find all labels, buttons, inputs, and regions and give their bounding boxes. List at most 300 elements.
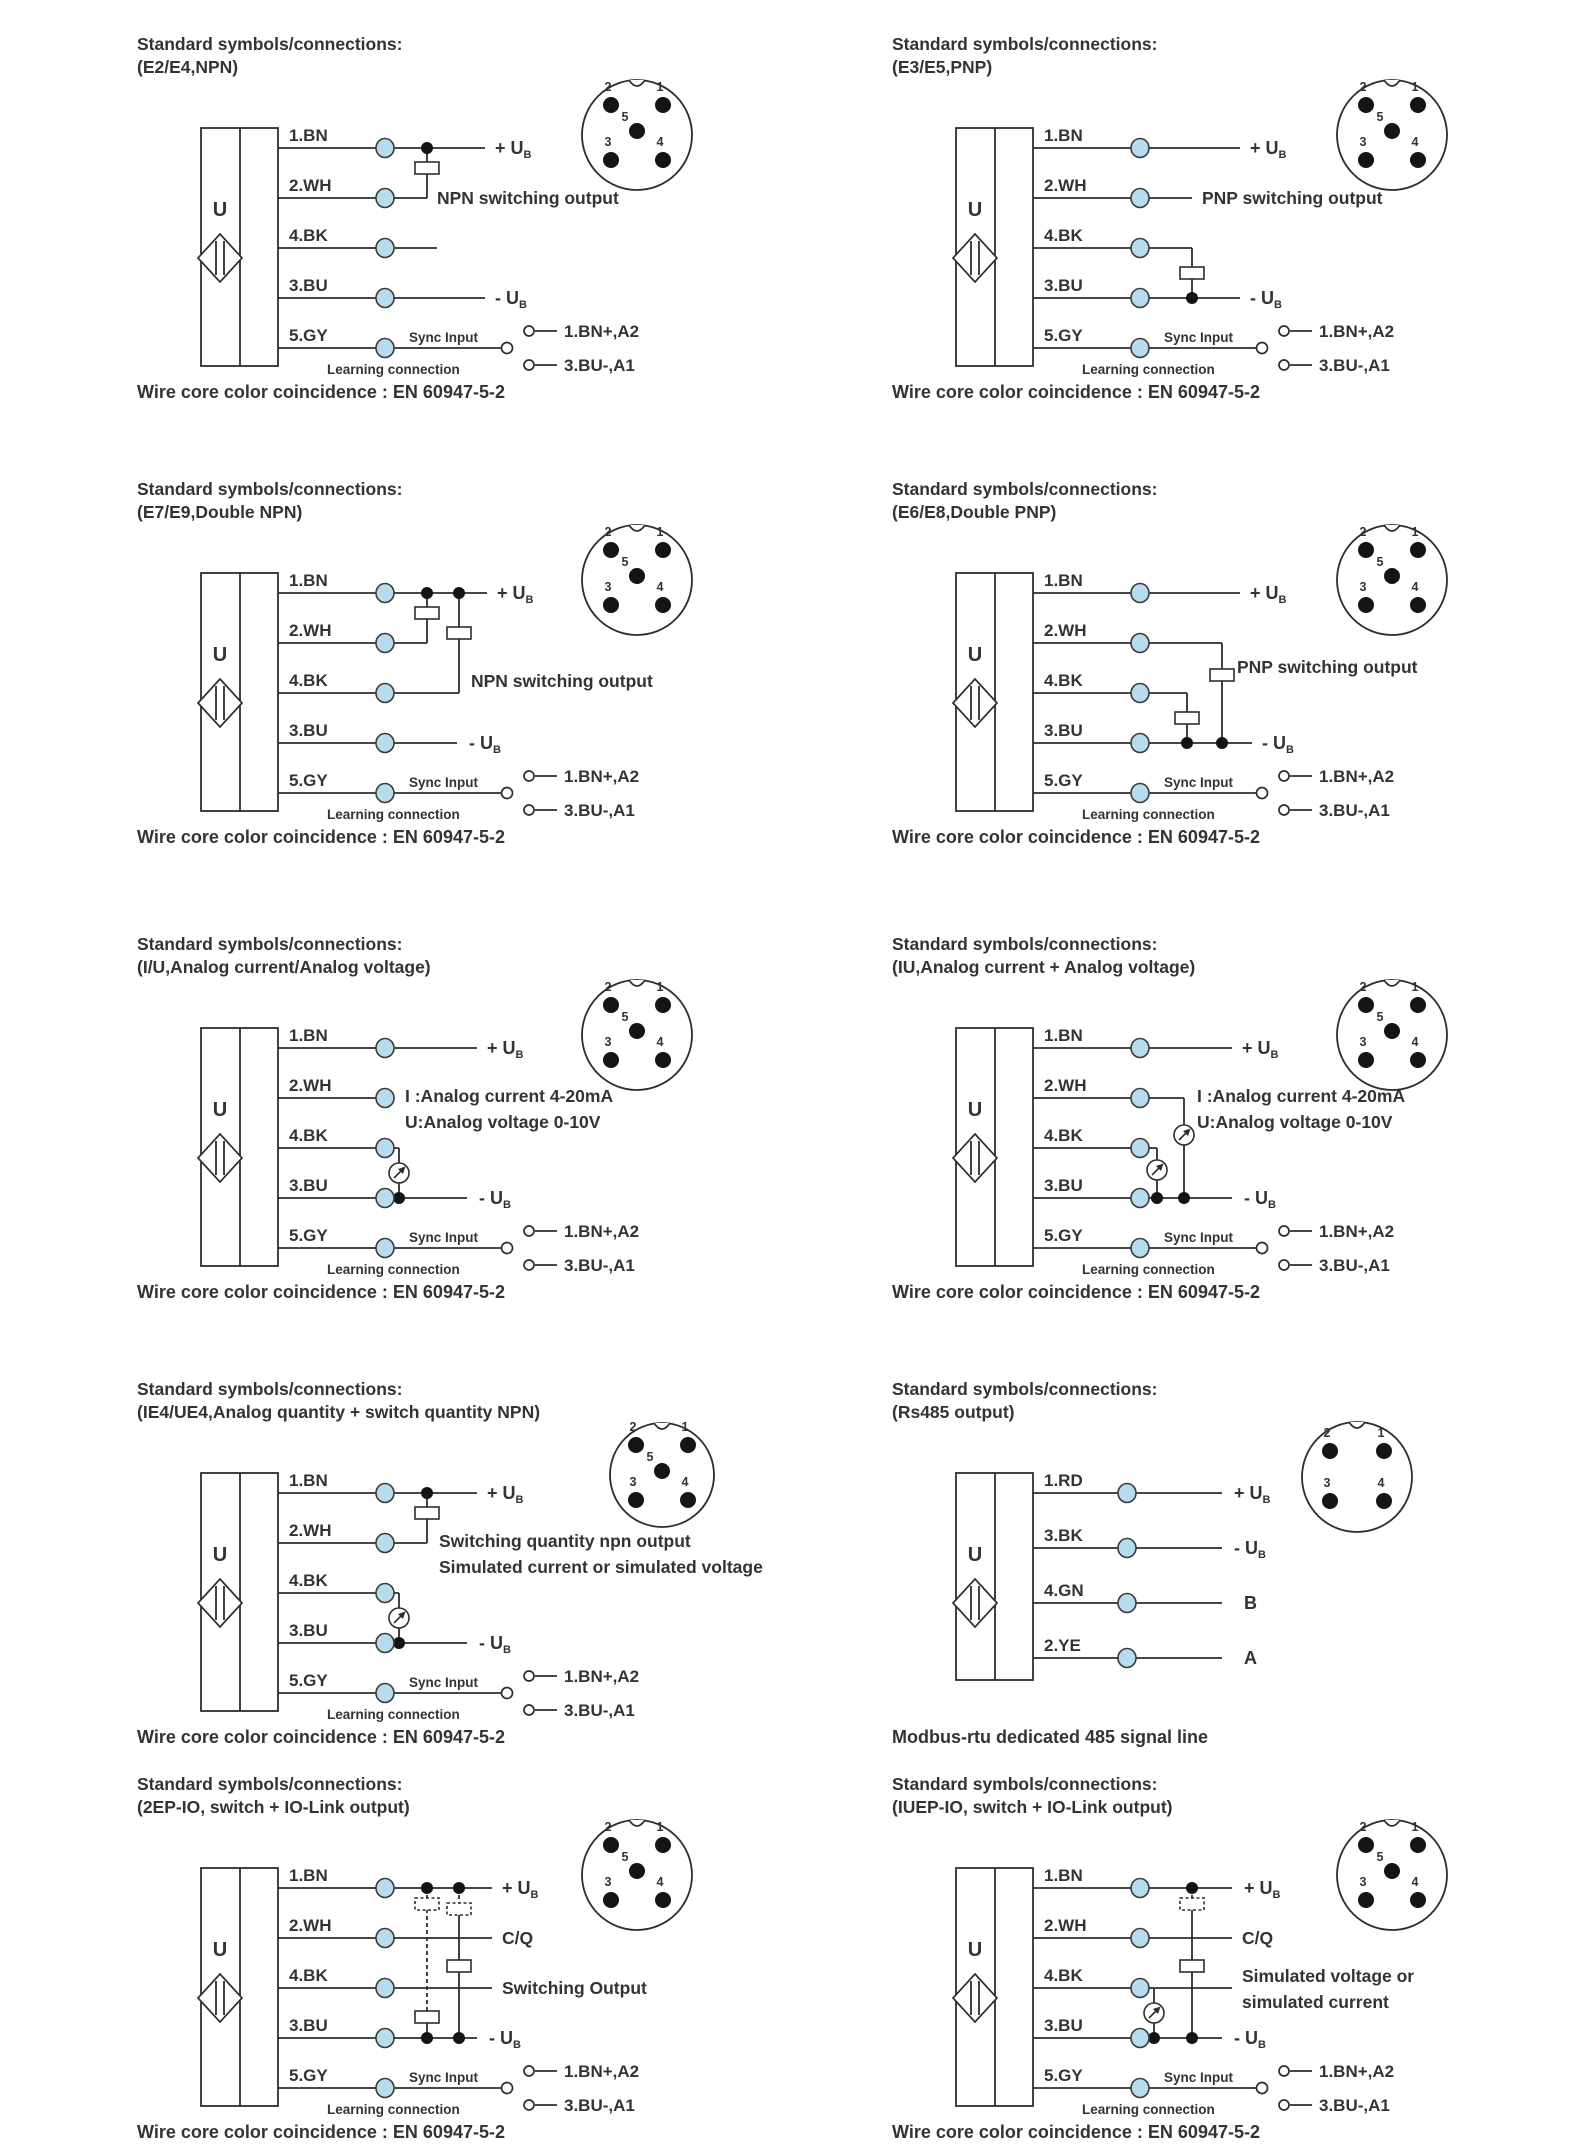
plus-ub-label: + $U_B$ — [495, 138, 532, 161]
connector-pin — [603, 542, 619, 558]
connector-pin — [1358, 1892, 1374, 1908]
wire-label: 5.GY — [1044, 2066, 1083, 2085]
panel-rs485 — [892, 1375, 1587, 1805]
panel-footer: Wire core color coincidence : EN 60947-5-2 — [892, 2122, 1260, 2142]
connector-circle — [1302, 1422, 1412, 1532]
open-contact-circle — [524, 1260, 534, 1270]
connector-pin-number: 1 — [1377, 1426, 1385, 1440]
connector-pin-number: 1 — [1411, 525, 1419, 539]
junction-dot — [1186, 292, 1198, 304]
wire-label: 5.GY — [289, 1226, 328, 1245]
terminal-circle — [1131, 1039, 1149, 1058]
wire-label: 4.BK — [1044, 226, 1083, 245]
connector-pin — [1410, 152, 1426, 168]
subscript: B — [525, 594, 534, 606]
wire-label: 4.BK — [1044, 1126, 1083, 1145]
output-label: PNP switching output — [1237, 657, 1418, 677]
sensor-symbol-u: U — [212, 199, 228, 221]
open-contact-circle — [1279, 360, 1289, 370]
connector-pin-number: 3 — [1359, 580, 1367, 594]
connector-pin — [680, 1437, 696, 1453]
learning-connection-label: Learning connection — [1082, 1262, 1215, 1277]
connector-pin — [1410, 597, 1426, 613]
junction-dot — [1181, 737, 1193, 749]
supply-label: - $U_B$ — [1234, 1538, 1266, 1561]
connector-pin — [628, 1492, 644, 1508]
connector-pin — [603, 1052, 619, 1068]
output-label: NPN switching output — [437, 188, 619, 208]
connector-pin-number: 4 — [656, 135, 664, 149]
panel-e3e5-pnp — [892, 30, 1587, 460]
panel-title: Standard symbols/connections: — [892, 479, 1158, 499]
plus-ub-label: + $U_B$ — [1250, 138, 1287, 161]
sync-a2-label: 1.BN+,A2 — [1319, 2062, 1395, 2081]
terminal-circle — [376, 1879, 394, 1898]
wire-label: 4.BK — [289, 1966, 328, 1985]
wire-label: 5.GY — [289, 771, 328, 790]
output-label: U:Analog voltage 0-10V — [1197, 1112, 1393, 1132]
subscript: B — [530, 1889, 539, 1901]
sync-a2-label: 1.BN+,A2 — [1319, 767, 1395, 786]
sync-a2-label: 1.BN+,A2 — [564, 322, 640, 341]
subscript: B — [519, 299, 527, 311]
connector-pin — [1358, 1052, 1374, 1068]
connector-pin — [1376, 1493, 1392, 1509]
terminal-circle — [376, 339, 394, 358]
plus-ub-label: + $U_B$ — [1244, 1878, 1281, 1901]
junction-dot — [421, 2032, 433, 2044]
connector-pin-number: 4 — [656, 1035, 664, 1049]
resistor-dashed-icon — [1180, 1898, 1204, 1910]
connector-pin — [603, 1892, 619, 1908]
open-contact-circle — [1279, 2066, 1289, 2076]
sensor-symbol-u: U — [212, 1939, 228, 1961]
terminal-circle — [376, 734, 394, 753]
open-contact-circle — [524, 2100, 534, 2110]
wire-label: 3.BK — [1044, 1526, 1083, 1545]
open-contact-circle — [524, 771, 534, 781]
wire-label: 2.WH — [289, 621, 332, 640]
panel-subtitle: (IU,Analog current + Analog voltage) — [892, 957, 1196, 977]
sync-a2-label: 1.BN+,A2 — [564, 767, 640, 786]
subscript: B — [1270, 1049, 1279, 1061]
sync-input-label: Sync Input — [409, 1230, 479, 1245]
terminal-circle — [1131, 1879, 1149, 1898]
connector-pin — [655, 997, 671, 1013]
connector-pin — [655, 1837, 671, 1853]
connector-pin-number: 3 — [1323, 1476, 1331, 1490]
terminal-circle — [1131, 1189, 1149, 1208]
connector-pin-number: 3 — [1359, 135, 1367, 149]
subscript: B — [515, 1049, 524, 1061]
subscript: B — [523, 149, 532, 161]
connector-pin — [603, 97, 619, 113]
open-contact-circle — [502, 1243, 513, 1254]
connector-pin-number: 3 — [629, 1475, 637, 1489]
sync-input-label: Sync Input — [1164, 775, 1234, 790]
terminal-circle — [376, 1039, 394, 1058]
connector-pin — [1410, 997, 1426, 1013]
connector-pin — [680, 1492, 696, 1508]
open-contact-circle — [524, 805, 534, 815]
terminal-circle — [376, 189, 394, 208]
wire-label: 2.WH — [1044, 1076, 1087, 1095]
output-label: NPN switching output — [471, 671, 653, 691]
wire-label: 2.WH — [289, 1076, 332, 1095]
wire-label: 2.WH — [289, 1916, 332, 1935]
open-contact-circle — [502, 1688, 513, 1699]
wire-label: 5.GY — [289, 1671, 328, 1690]
supply-label: A — [1244, 1648, 1257, 1668]
connector-pin — [629, 123, 645, 139]
panel-title: Standard symbols/connections: — [137, 1774, 403, 1794]
connector-pin — [1322, 1443, 1338, 1459]
minus-ub-label: - $U_B$ — [489, 2028, 521, 2051]
open-contact-circle — [524, 2066, 534, 2076]
terminal-circle — [376, 1239, 394, 1258]
sync-a1-label: 3.BU-,A1 — [1319, 801, 1390, 820]
wiring-diagram — [892, 1770, 1587, 2154]
connector-pin — [1410, 1837, 1426, 1853]
wire-label: 1.BN — [289, 1866, 328, 1885]
wire-label: 1.BN — [1044, 1866, 1083, 1885]
terminal-circle — [376, 1484, 394, 1503]
panel-footer: Wire core color coincidence : EN 60947-5-2 — [892, 827, 1260, 847]
sync-a1-label: 3.BU-,A1 — [564, 2096, 635, 2115]
wire-label: 3.BU — [289, 1621, 328, 1640]
wire-label: 1.RD — [1044, 1471, 1083, 1490]
open-contact-circle — [502, 2083, 513, 2094]
connector-pin-number: 1 — [656, 525, 664, 539]
connector-pin-number: 2 — [1323, 1426, 1331, 1440]
open-contact-circle — [1279, 1226, 1289, 1236]
connector-pin — [629, 1023, 645, 1039]
terminal-circle — [376, 139, 394, 158]
wire-label: 2.WH — [1044, 1916, 1087, 1935]
resistor-icon — [415, 1507, 439, 1519]
terminal-circle — [1131, 289, 1149, 308]
output-label: I :Analog current 4-20mA — [1197, 1086, 1406, 1106]
subscript: B — [515, 1494, 524, 1506]
wire-label: 1.BN — [289, 126, 328, 145]
connector-pin-number: 4 — [1411, 1035, 1419, 1049]
wire-label: 3.BU — [1044, 1176, 1083, 1195]
panel-footer: Wire core color coincidence : EN 60947-5-2 — [137, 382, 505, 402]
sync-input-label: Sync Input — [409, 1675, 479, 1690]
junction-dot — [1186, 1882, 1198, 1894]
terminal-circle — [376, 1979, 394, 1998]
panel-footer: Modbus-rtu dedicated 485 signal line — [892, 1727, 1209, 1747]
resistor-icon — [415, 607, 439, 619]
resistor-dashed-icon — [447, 1903, 471, 1915]
minus-ub-label: - $U_B$ — [479, 1633, 511, 1656]
minus-ub-label: - $U_B$ — [1262, 733, 1294, 756]
resistor-icon — [1175, 712, 1199, 724]
output-label: C/Q — [1242, 1928, 1274, 1948]
connector-pin-number: 1 — [1411, 1820, 1419, 1834]
output-label: simulated current — [1242, 1992, 1389, 2012]
connector-pin — [603, 1837, 619, 1853]
subscript: B — [503, 1199, 511, 1211]
wire-label: 4.BK — [289, 1126, 328, 1145]
wire-label: 3.BU — [289, 276, 328, 295]
terminal-circle — [376, 2029, 394, 2048]
output-label: PNP switching output — [1202, 188, 1383, 208]
wire-label: 5.GY — [1044, 1226, 1083, 1245]
connector-pin-number: 4 — [1411, 135, 1419, 149]
panel-subtitle: (IE4/UE4,Analog quantity + switch quantity NPN) — [137, 1402, 541, 1422]
connector-pin-number: 2 — [629, 1420, 637, 1434]
wire-label: 2.WH — [1044, 176, 1087, 195]
connector-pin-number: 2 — [1359, 980, 1367, 994]
connector-pin-number: 2 — [604, 80, 612, 94]
connector-pin-number: 1 — [656, 1820, 664, 1834]
connector-pin-number: 5 — [1376, 1010, 1384, 1024]
learning-connection-label: Learning connection — [327, 362, 460, 377]
connector-pin-number: 2 — [1359, 525, 1367, 539]
connector-pin — [603, 997, 619, 1013]
resistor-icon — [1210, 669, 1234, 681]
subscript: B — [1272, 1889, 1281, 1901]
terminal-circle — [1131, 1139, 1149, 1158]
connector-pin — [1384, 123, 1400, 139]
subscript: B — [1258, 2039, 1266, 2051]
subscript: B — [1268, 1199, 1276, 1211]
wire-label: 1.BN — [1044, 571, 1083, 590]
junction-dot — [1178, 1192, 1190, 1204]
sync-input-label: Sync Input — [1164, 2070, 1234, 2085]
output-label: U:Analog voltage 0-10V — [405, 1112, 601, 1132]
learning-connection-label: Learning connection — [1082, 807, 1215, 822]
panel-title: Standard symbols/connections: — [892, 1774, 1158, 1794]
sync-a1-label: 3.BU-,A1 — [1319, 1256, 1390, 1275]
resistor-icon — [1180, 267, 1204, 279]
open-contact-circle — [1279, 771, 1289, 781]
connector-pin-number: 5 — [1376, 1850, 1384, 1864]
terminal-circle — [1118, 1594, 1136, 1613]
terminal-circle — [376, 1634, 394, 1653]
terminal-circle — [376, 684, 394, 703]
connector-pin — [655, 542, 671, 558]
terminal-circle — [1131, 1239, 1149, 1258]
wire-label: 1.BN — [1044, 1026, 1083, 1045]
wire-label: 3.BU — [1044, 2016, 1083, 2035]
minus-ub-label: - $U_B$ — [1250, 288, 1282, 311]
terminal-circle — [376, 784, 394, 803]
terminal-circle — [376, 1584, 394, 1603]
connector-pin-number: 3 — [1359, 1875, 1367, 1889]
terminal-circle — [1131, 1089, 1149, 1108]
subscript: B — [1278, 149, 1287, 161]
terminal-circle — [1131, 2079, 1149, 2098]
terminal-circle — [1131, 734, 1149, 753]
panel-subtitle: (Rs485 output) — [892, 1402, 1015, 1422]
connector-pin — [1410, 1052, 1426, 1068]
connector-pin-number: 3 — [604, 135, 612, 149]
open-contact-circle — [502, 343, 513, 354]
terminal-circle — [1131, 189, 1149, 208]
supply-label: + $U_B$ — [1234, 1483, 1271, 1506]
connector-pin — [1384, 1023, 1400, 1039]
connector-pin-number: 4 — [656, 580, 664, 594]
wire-label: 1.BN — [289, 571, 328, 590]
wire-label: 2.WH — [1044, 621, 1087, 640]
terminal-circle — [1131, 2029, 1149, 2048]
sync-a1-label: 3.BU-,A1 — [564, 356, 635, 375]
subscript: B — [1286, 744, 1294, 756]
connector-pin — [629, 568, 645, 584]
sync-a2-label: 1.BN+,A2 — [1319, 1222, 1395, 1241]
open-contact-circle — [1279, 2100, 1289, 2110]
wire-label: 5.GY — [1044, 771, 1083, 790]
wire-label: 4.GN — [1044, 1581, 1084, 1600]
junction-dot — [453, 2032, 465, 2044]
sync-a1-label: 3.BU-,A1 — [1319, 2096, 1390, 2115]
terminal-circle — [376, 1929, 394, 1948]
junction-dot — [1186, 2032, 1198, 2044]
resistor-icon — [415, 162, 439, 174]
connector-pin — [629, 1863, 645, 1879]
sync-a1-label: 3.BU-,A1 — [564, 801, 635, 820]
sensor-symbol-u: U — [967, 1099, 983, 1121]
panel-2ep-io — [137, 1770, 837, 2154]
plus-ub-label: + $U_B$ — [487, 1483, 524, 1506]
junction-dot — [421, 587, 433, 599]
wire-label: 2.WH — [289, 1521, 332, 1540]
sync-a2-label: 1.BN+,A2 — [1319, 322, 1395, 341]
sync-a2-label: 1.BN+,A2 — [564, 1667, 640, 1686]
sensor-symbol-u: U — [212, 1544, 228, 1566]
resistor-icon — [447, 1960, 471, 1972]
panel-subtitle: (IUEP-IO, switch + IO-Link output) — [892, 1797, 1173, 1817]
sync-input-label: Sync Input — [409, 775, 479, 790]
terminal-circle — [1131, 784, 1149, 803]
panel-footer: Wire core color coincidence : EN 60947-5-2 — [892, 382, 1260, 402]
wire-label: 3.BU — [289, 2016, 328, 2035]
sync-input-label: Sync Input — [1164, 1230, 1234, 1245]
open-contact-circle — [1257, 788, 1268, 799]
connector-pin — [1358, 152, 1374, 168]
subscript: B — [1258, 1549, 1266, 1561]
sensor-symbol-u: U — [967, 199, 983, 221]
panel-title: Standard symbols/connections: — [892, 934, 1158, 954]
sensor-symbol-u: U — [212, 644, 228, 666]
connector-pin — [1376, 1443, 1392, 1459]
open-contact-circle — [1257, 2083, 1268, 2094]
output-label: Simulated current or simulated voltage — [439, 1557, 763, 1577]
panel-e7e9-double-npn — [137, 475, 837, 905]
connector-pin-number: 2 — [604, 980, 612, 994]
wire-label: 5.GY — [289, 2066, 328, 2085]
open-contact-circle — [524, 1226, 534, 1236]
panel-subtitle: (E2/E4,NPN) — [137, 57, 239, 77]
connector-pin — [1358, 542, 1374, 558]
panel-e6e8-double-pnp — [892, 475, 1587, 905]
wire-label: 3.BU — [289, 1176, 328, 1195]
sensor-symbol-u: U — [212, 1099, 228, 1121]
connector-pin — [1358, 97, 1374, 113]
connector-pin-number: 4 — [1377, 1476, 1385, 1490]
terminal-circle — [376, 634, 394, 653]
sensor-symbol-u: U — [967, 1544, 983, 1566]
wire-label: 3.BU — [289, 721, 328, 740]
terminal-circle — [376, 1139, 394, 1158]
subscript: B — [1278, 594, 1287, 606]
wire-label: 1.BN — [289, 1026, 328, 1045]
connector-pin — [655, 597, 671, 613]
connector-pin-number: 4 — [681, 1475, 689, 1489]
panel-footer: Wire core color coincidence : EN 60947-5-2 — [137, 2122, 505, 2142]
junction-dot — [1216, 737, 1228, 749]
learning-connection-label: Learning connection — [1082, 2102, 1215, 2117]
terminal-circle — [376, 239, 394, 258]
connector-pin-number: 5 — [621, 555, 629, 569]
terminal-circle — [1131, 584, 1149, 603]
connector-pin — [1358, 597, 1374, 613]
open-contact-circle — [1279, 805, 1289, 815]
panel-title: Standard symbols/connections: — [137, 479, 403, 499]
connector-pin-number: 2 — [1359, 1820, 1367, 1834]
connector-pin — [1322, 1493, 1338, 1509]
connector-pin-number: 1 — [1411, 980, 1419, 994]
resistor-icon — [1180, 1960, 1204, 1972]
connector-pin-number: 3 — [604, 580, 612, 594]
terminal-circle — [1131, 139, 1149, 158]
output-label: Switching Output — [502, 1978, 647, 1998]
connector-pin — [603, 597, 619, 613]
connector-pin-number: 5 — [646, 1450, 654, 1464]
minus-ub-label: - $U_B$ — [1234, 2028, 1266, 2051]
panel-subtitle: (E3/E5,PNP) — [892, 57, 993, 77]
terminal-circle — [376, 1534, 394, 1553]
open-contact-circle — [1279, 326, 1289, 336]
connector-pin — [1358, 997, 1374, 1013]
terminal-circle — [1131, 239, 1149, 258]
connector-pin-number: 5 — [1376, 555, 1384, 569]
plus-ub-label: + $U_B$ — [487, 1038, 524, 1061]
connector-pin — [1410, 1892, 1426, 1908]
subscript: B — [1262, 1494, 1271, 1506]
panel-ie4ue4-analog-switch — [137, 1375, 837, 1805]
panel-iu-analog — [137, 930, 837, 1360]
panel-footer: Wire core color coincidence : EN 60947-5-2 — [137, 1727, 505, 1747]
supply-label: B — [1244, 1593, 1257, 1613]
connector-pin-number: 2 — [604, 525, 612, 539]
connector-pin-number: 4 — [1411, 1875, 1419, 1889]
panel-title: Standard symbols/connections: — [137, 934, 403, 954]
output-label: C/Q — [502, 1928, 534, 1948]
panel-subtitle: (I/U,Analog current/Analog voltage) — [137, 957, 431, 977]
panel-subtitle: (2EP-IO, switch + IO-Link output) — [137, 1797, 410, 1817]
terminal-circle — [1131, 1929, 1149, 1948]
terminal-circle — [1118, 1484, 1136, 1503]
output-label: Switching quantity npn output — [439, 1531, 691, 1551]
terminal-circle — [1131, 339, 1149, 358]
terminal-circle — [1118, 1649, 1136, 1668]
wire-label: 5.GY — [289, 326, 328, 345]
junction-dot — [1148, 2032, 1160, 2044]
junction-dot — [453, 587, 465, 599]
connector-pin — [628, 1437, 644, 1453]
plus-ub-label: + $U_B$ — [1250, 583, 1287, 606]
wire-label: 4.BK — [289, 671, 328, 690]
subscript: B — [503, 1644, 511, 1656]
sync-input-label: Sync Input — [1164, 330, 1234, 345]
wire-label: 5.GY — [1044, 326, 1083, 345]
connector-pin-number: 4 — [656, 1875, 664, 1889]
open-contact-circle — [524, 1705, 534, 1715]
subscript: B — [493, 744, 501, 756]
